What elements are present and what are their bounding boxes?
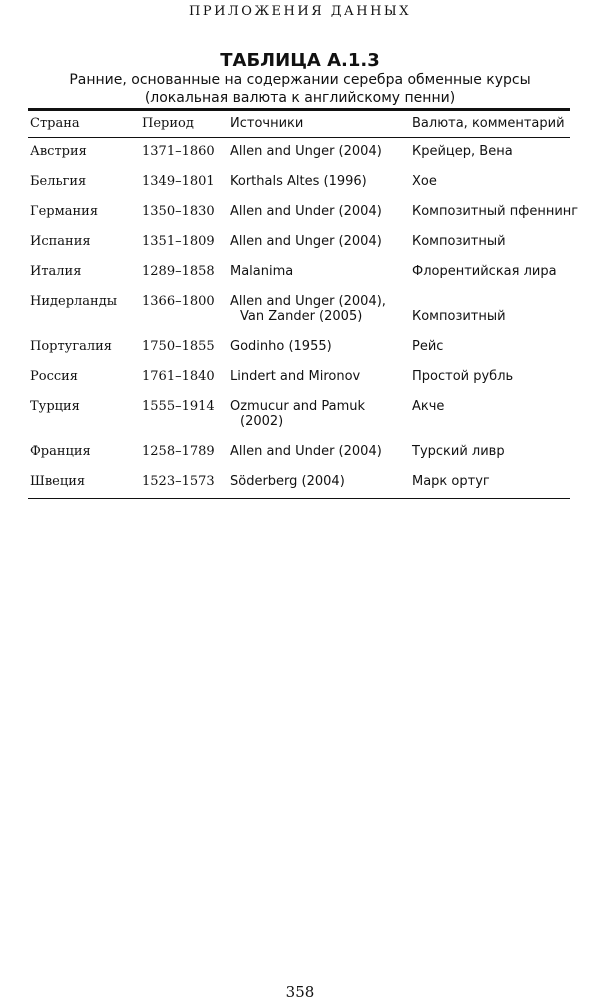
table-top-rule bbox=[28, 108, 570, 111]
cell-currency: Композитный bbox=[412, 309, 506, 324]
cell-period: 1351–1809 bbox=[142, 234, 215, 249]
cell-country: Россия bbox=[30, 369, 79, 384]
cell-source: Malanima bbox=[230, 264, 294, 279]
cell-source: Lindert and Mironov bbox=[230, 369, 361, 384]
cell-period: 1366–1800 bbox=[142, 294, 215, 309]
table-subtitle-line-1: Ранние, основанные на содержании серебра обменные курсы bbox=[69, 72, 531, 88]
cell-currency: Композитный bbox=[412, 234, 506, 249]
cell-source: Korthals Altes (1996) bbox=[230, 174, 367, 189]
cell-country: Швеция bbox=[30, 474, 86, 489]
running-head: ПРИЛОЖЕНИЯ ДАННЫХ bbox=[189, 4, 411, 19]
header-currency: Валюта, комментарий bbox=[412, 116, 565, 131]
cell-country: Португалия bbox=[30, 339, 113, 354]
table-header-rule bbox=[28, 137, 570, 138]
cell-source: Godinho (1955) bbox=[230, 339, 332, 354]
cell-source: Allen and Under (2004) bbox=[230, 204, 382, 219]
cell-period: 1761–1840 bbox=[142, 369, 215, 384]
cell-country: Германия bbox=[30, 204, 99, 219]
table-subtitle-line-2: (локальная валюта к английскому пенни) bbox=[144, 90, 456, 106]
cell-country: Испания bbox=[30, 234, 91, 249]
cell-period: 1349–1801 bbox=[142, 174, 215, 189]
cell-source: Ozmucur and Pamuk bbox=[230, 399, 366, 414]
cell-country: Австрия bbox=[30, 144, 87, 159]
cell-currency: Простой рубль bbox=[412, 369, 514, 384]
cell-country: Франция bbox=[30, 444, 91, 459]
cell-country: Бельгия bbox=[30, 174, 87, 189]
cell-period: 1555–1914 bbox=[142, 399, 215, 414]
cell-period: 1289–1858 bbox=[142, 264, 215, 279]
cell-currency: Турский ливр bbox=[412, 444, 505, 459]
cell-period: 1750–1855 bbox=[142, 339, 215, 354]
cell-source: Allen and Unger (2004) bbox=[230, 234, 382, 249]
cell-currency: Акче bbox=[412, 399, 445, 414]
cell-currency: Марк ортуг bbox=[412, 474, 490, 489]
cell-country: Италия bbox=[30, 264, 82, 279]
table-bottom-rule bbox=[28, 498, 570, 499]
cell-source: Söderberg (2004) bbox=[230, 474, 345, 489]
header-sources: Источники bbox=[230, 116, 304, 131]
header-country: Страна bbox=[30, 116, 80, 131]
cell-currency: Хое bbox=[412, 174, 437, 189]
cell-period: 1258–1789 bbox=[142, 444, 215, 459]
cell-currency: Крейцер, Вена bbox=[412, 144, 513, 159]
table-title: ТАБЛИЦА А.1.3 bbox=[220, 50, 380, 71]
cell-currency: Композитный пфеннинг bbox=[412, 204, 579, 219]
cell-period: 1371–1860 bbox=[142, 144, 215, 159]
cell-currency: Флорентийская лира bbox=[412, 264, 557, 279]
cell-country: Турция bbox=[30, 399, 80, 414]
cell-source-line-2: (2002) bbox=[240, 414, 284, 429]
page-number: 358 bbox=[285, 983, 315, 1001]
cell-currency: Рейс bbox=[412, 339, 444, 354]
cell-period: 1350–1830 bbox=[142, 204, 215, 219]
cell-source: Allen and Unger (2004), bbox=[230, 294, 386, 309]
cell-source: Allen and Under (2004) bbox=[230, 444, 382, 459]
cell-source-line-2: Van Zander (2005) bbox=[240, 309, 363, 324]
cell-period: 1523–1573 bbox=[142, 474, 215, 489]
cell-country: Нидерланды bbox=[30, 294, 118, 309]
cell-source: Allen and Unger (2004) bbox=[230, 144, 382, 159]
header-period: Период bbox=[142, 116, 194, 131]
